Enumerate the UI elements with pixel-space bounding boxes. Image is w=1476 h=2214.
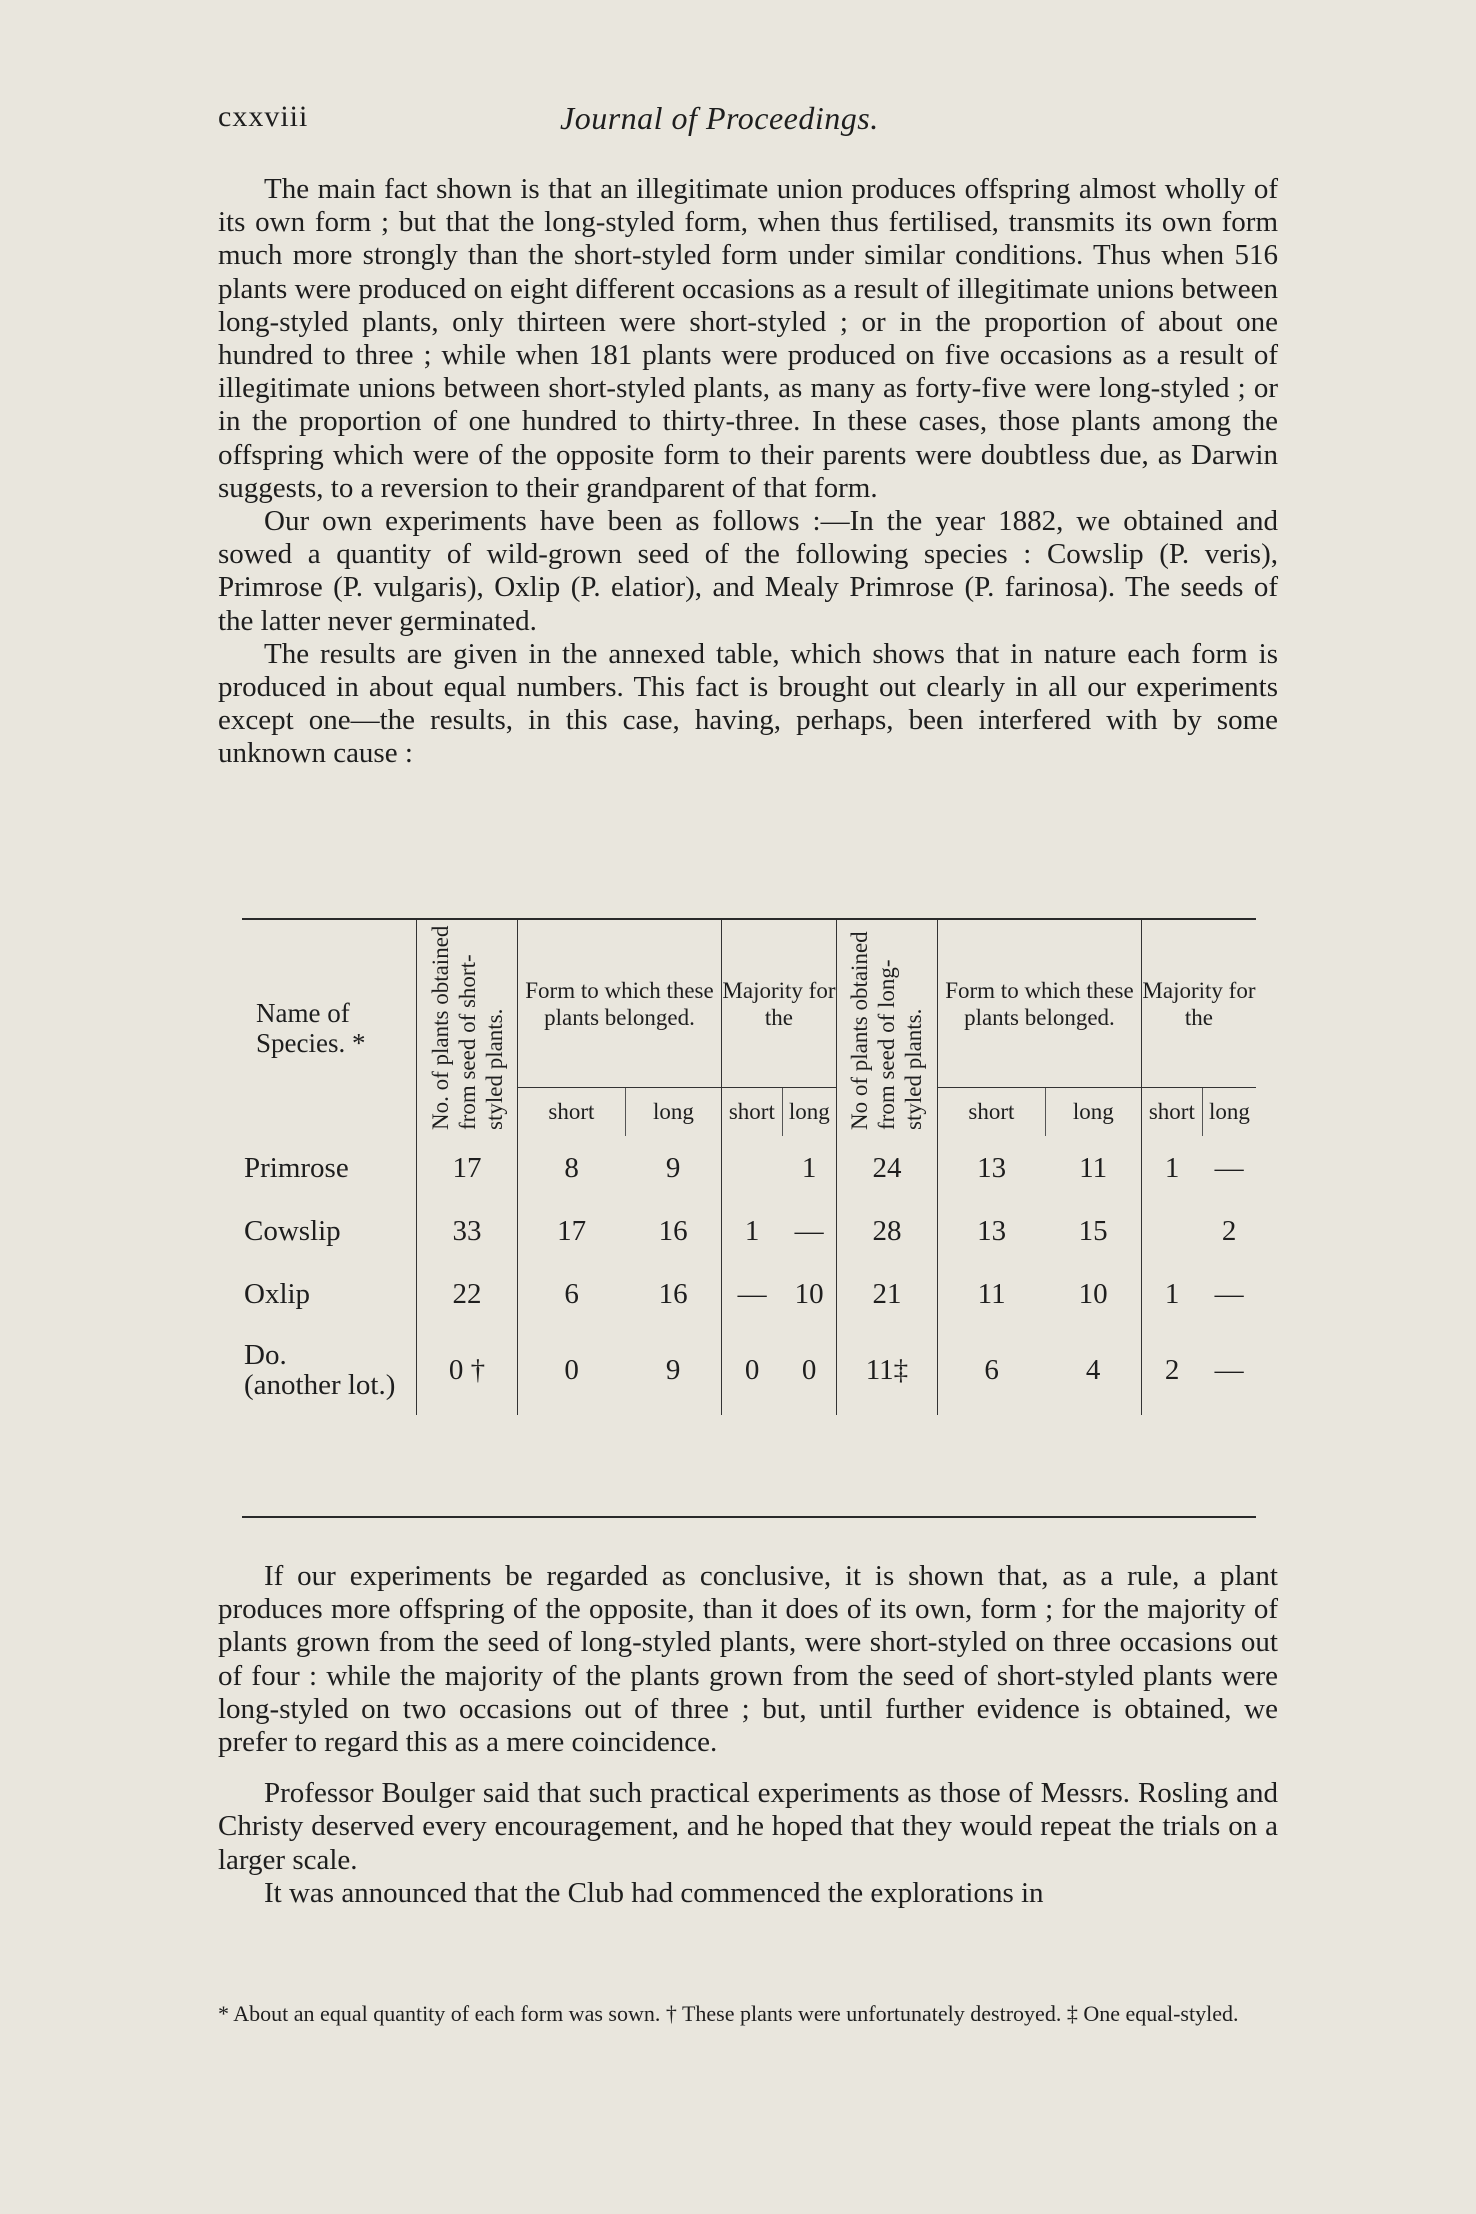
short-seed-form-short: 6 — [518, 1262, 626, 1325]
long-seed-majority-long: — — [1214, 1151, 1244, 1184]
species-name: Primrose — [244, 1151, 349, 1184]
sub-short: short — [518, 1088, 626, 1137]
short-seed-majority-long: 0 — [801, 1354, 817, 1386]
form-header-long-seed: Form to which these plants belonged. — [937, 920, 1141, 1088]
short-seed-form-short: 8 — [518, 1136, 626, 1199]
short-seed-form-long: 16 — [658, 1277, 688, 1310]
name-of-species-header: Name of Species. * — [256, 998, 366, 1058]
short-seed-majority-long: 10 — [794, 1277, 824, 1310]
long-seed-majority-short: 1 — [1141, 1262, 1202, 1325]
form-header-short-seed: Form to which these plants belonged. — [518, 920, 722, 1088]
short-seed-form-long: 16 — [658, 1214, 688, 1247]
short-seed-majority-short — [721, 1136, 782, 1199]
page-number: cxxviii — [218, 100, 309, 133]
table-row — [242, 1199, 1256, 1262]
short-seed-form-long: 9 — [665, 1151, 681, 1184]
long-seed-form-long: 11 — [1079, 1151, 1108, 1184]
page-header — [0, 100, 1476, 140]
long-seed-form-long: 4 — [1085, 1354, 1101, 1386]
long-seed-majority-long: — — [1214, 1354, 1244, 1386]
sub-short: short — [937, 1088, 1045, 1137]
long-seed-majority-short: 2 — [1141, 1325, 1202, 1415]
sub-short: short — [1141, 1088, 1202, 1137]
short-seed-total: 33 — [417, 1199, 518, 1262]
running-head: Journal of Proceedings. — [560, 100, 879, 136]
short-seed-header: No. of plants obtained from seed of short-styled plants. — [417, 920, 518, 1136]
species-name: Do. (another lot.) — [244, 1339, 396, 1401]
body-text-top — [218, 173, 1278, 771]
short-seed-total: 22 — [417, 1262, 518, 1325]
species-name: Oxlip — [244, 1277, 311, 1310]
short-seed-majority-long: 1 — [801, 1151, 817, 1184]
short-seed-total: 17 — [417, 1136, 518, 1199]
paragraph-conclusion: If our experiments be regarded as conclusive, it is shown that, as a rule, a plant produces more offspring of the opposite, than it does of its own, form ; for the majority of plants grown from the seed of long-styled plants, were short-styled on three occasions out of four : while the majority of the plants grown from the seed of short-styled plants were long-styled on two occasions out of three ; but, until further evidence is obtained, we prefer to regard this as a mere coincidence. — [218, 1560, 1278, 1759]
sub-long: long — [1045, 1088, 1141, 1137]
long-seed-header: No of plants obtained from seed of long-styled plants. — [836, 920, 937, 1136]
sub-long: long — [782, 1088, 836, 1137]
long-seed-majority-long: 2 — [1221, 1214, 1237, 1247]
short-seed-form-short: 0 — [518, 1325, 626, 1415]
long-seed-form-short: 13 — [937, 1199, 1045, 1262]
majority-header-short-seed: Majority for the — [721, 920, 836, 1088]
footnote-text: * About an equal quantity of each form was sown. † These plants were unfortunately destroyed. ‡ One equal-styled. — [218, 2001, 1239, 2026]
paragraph-experiments: Our own experiments have been as follows :—In the year 1882, we obtained and sowed a quantity of wild-grown seed of the following species : Cowslip (P. veris), Primrose (P. vulgaris), Oxlip (P. elatior), and Mealy Primrose (P. farinosa). The seeds of the latter never germinated. — [218, 505, 1278, 637]
short-seed-total: 0 † — [417, 1325, 518, 1415]
table-row — [242, 1325, 1256, 1415]
species-name: Cowslip — [244, 1214, 341, 1247]
long-seed-majority-short — [1141, 1199, 1202, 1262]
paragraph-main-fact: The main fact shown is that an illegitimate union produces offspring almost wholly of its own form ; but that the long-styled form, when thus fertilised, transmits its own form much more strongly than the short-styled form under similar conditions. Thus when 516 plants were produced on eight different occasions as a result of illegitimate unions between long-styled plants, only thirteen were short-styled ; or in the proportion of about one hundred to three ; while when 181 plants were produced on five occasions as a result of illegitimate unions between short-styled plants, as many as forty-five were long-styled ; or in the proportion of one hundred to thirty-three. In these cases, those plants among the offspring which were of the opposite form to their parents were doubtless due, as Darwin suggests, to a reversion to their grandparent of that form. — [218, 173, 1278, 504]
long-seed-form-short: 6 — [937, 1325, 1045, 1415]
long-seed-form-long: 10 — [1078, 1277, 1108, 1310]
long-seed-total: 24 — [836, 1136, 937, 1199]
table-row — [242, 1136, 1256, 1199]
long-seed-total: 21 — [836, 1262, 937, 1325]
sub-long: long — [1202, 1088, 1256, 1137]
table-row — [242, 1262, 1256, 1325]
body-text-bottom — [218, 1560, 1278, 1910]
short-seed-majority-long: — — [794, 1214, 824, 1247]
long-seed-total: 11‡ — [836, 1325, 937, 1415]
short-seed-form-long: 9 — [665, 1354, 681, 1386]
sub-long: long — [625, 1088, 721, 1137]
footnote — [218, 2000, 1278, 2027]
long-seed-majority-short: 1 — [1141, 1136, 1202, 1199]
paragraph-announcement: It was announced that the Club had commenced the explorations in — [264, 1876, 1044, 1909]
paragraph-results: The results are given in the annexed table, which shows that in nature each form is produced in about equal numbers. This fact is brought out clearly in all our experiments except one—the results, in this case, having, perhaps, been interfered with by some unknown cause : — [218, 637, 1278, 770]
short-seed-majority-short: — — [721, 1262, 782, 1325]
short-seed-majority-short: 0 — [721, 1325, 782, 1415]
short-seed-form-short: 17 — [518, 1199, 626, 1262]
long-seed-total: 28 — [836, 1199, 937, 1262]
long-seed-form-long: 15 — [1078, 1214, 1108, 1247]
long-seed-form-short: 11 — [937, 1262, 1045, 1325]
table-bottom-rule — [242, 1516, 1256, 1518]
short-seed-majority-short: 1 — [721, 1199, 782, 1262]
majority-header-long-seed: Majority for the — [1141, 920, 1256, 1088]
results-table — [242, 920, 1256, 1415]
sub-short: short — [721, 1088, 782, 1137]
long-seed-form-short: 13 — [937, 1136, 1045, 1199]
long-seed-majority-long: — — [1214, 1277, 1244, 1310]
paragraph-boulger: Professor Boulger said that such practical experiments as those of Messrs. Rosling and Christy deserved every encouragement, and he hoped that they would repeat the trials on a larger scale. — [218, 1777, 1278, 1876]
